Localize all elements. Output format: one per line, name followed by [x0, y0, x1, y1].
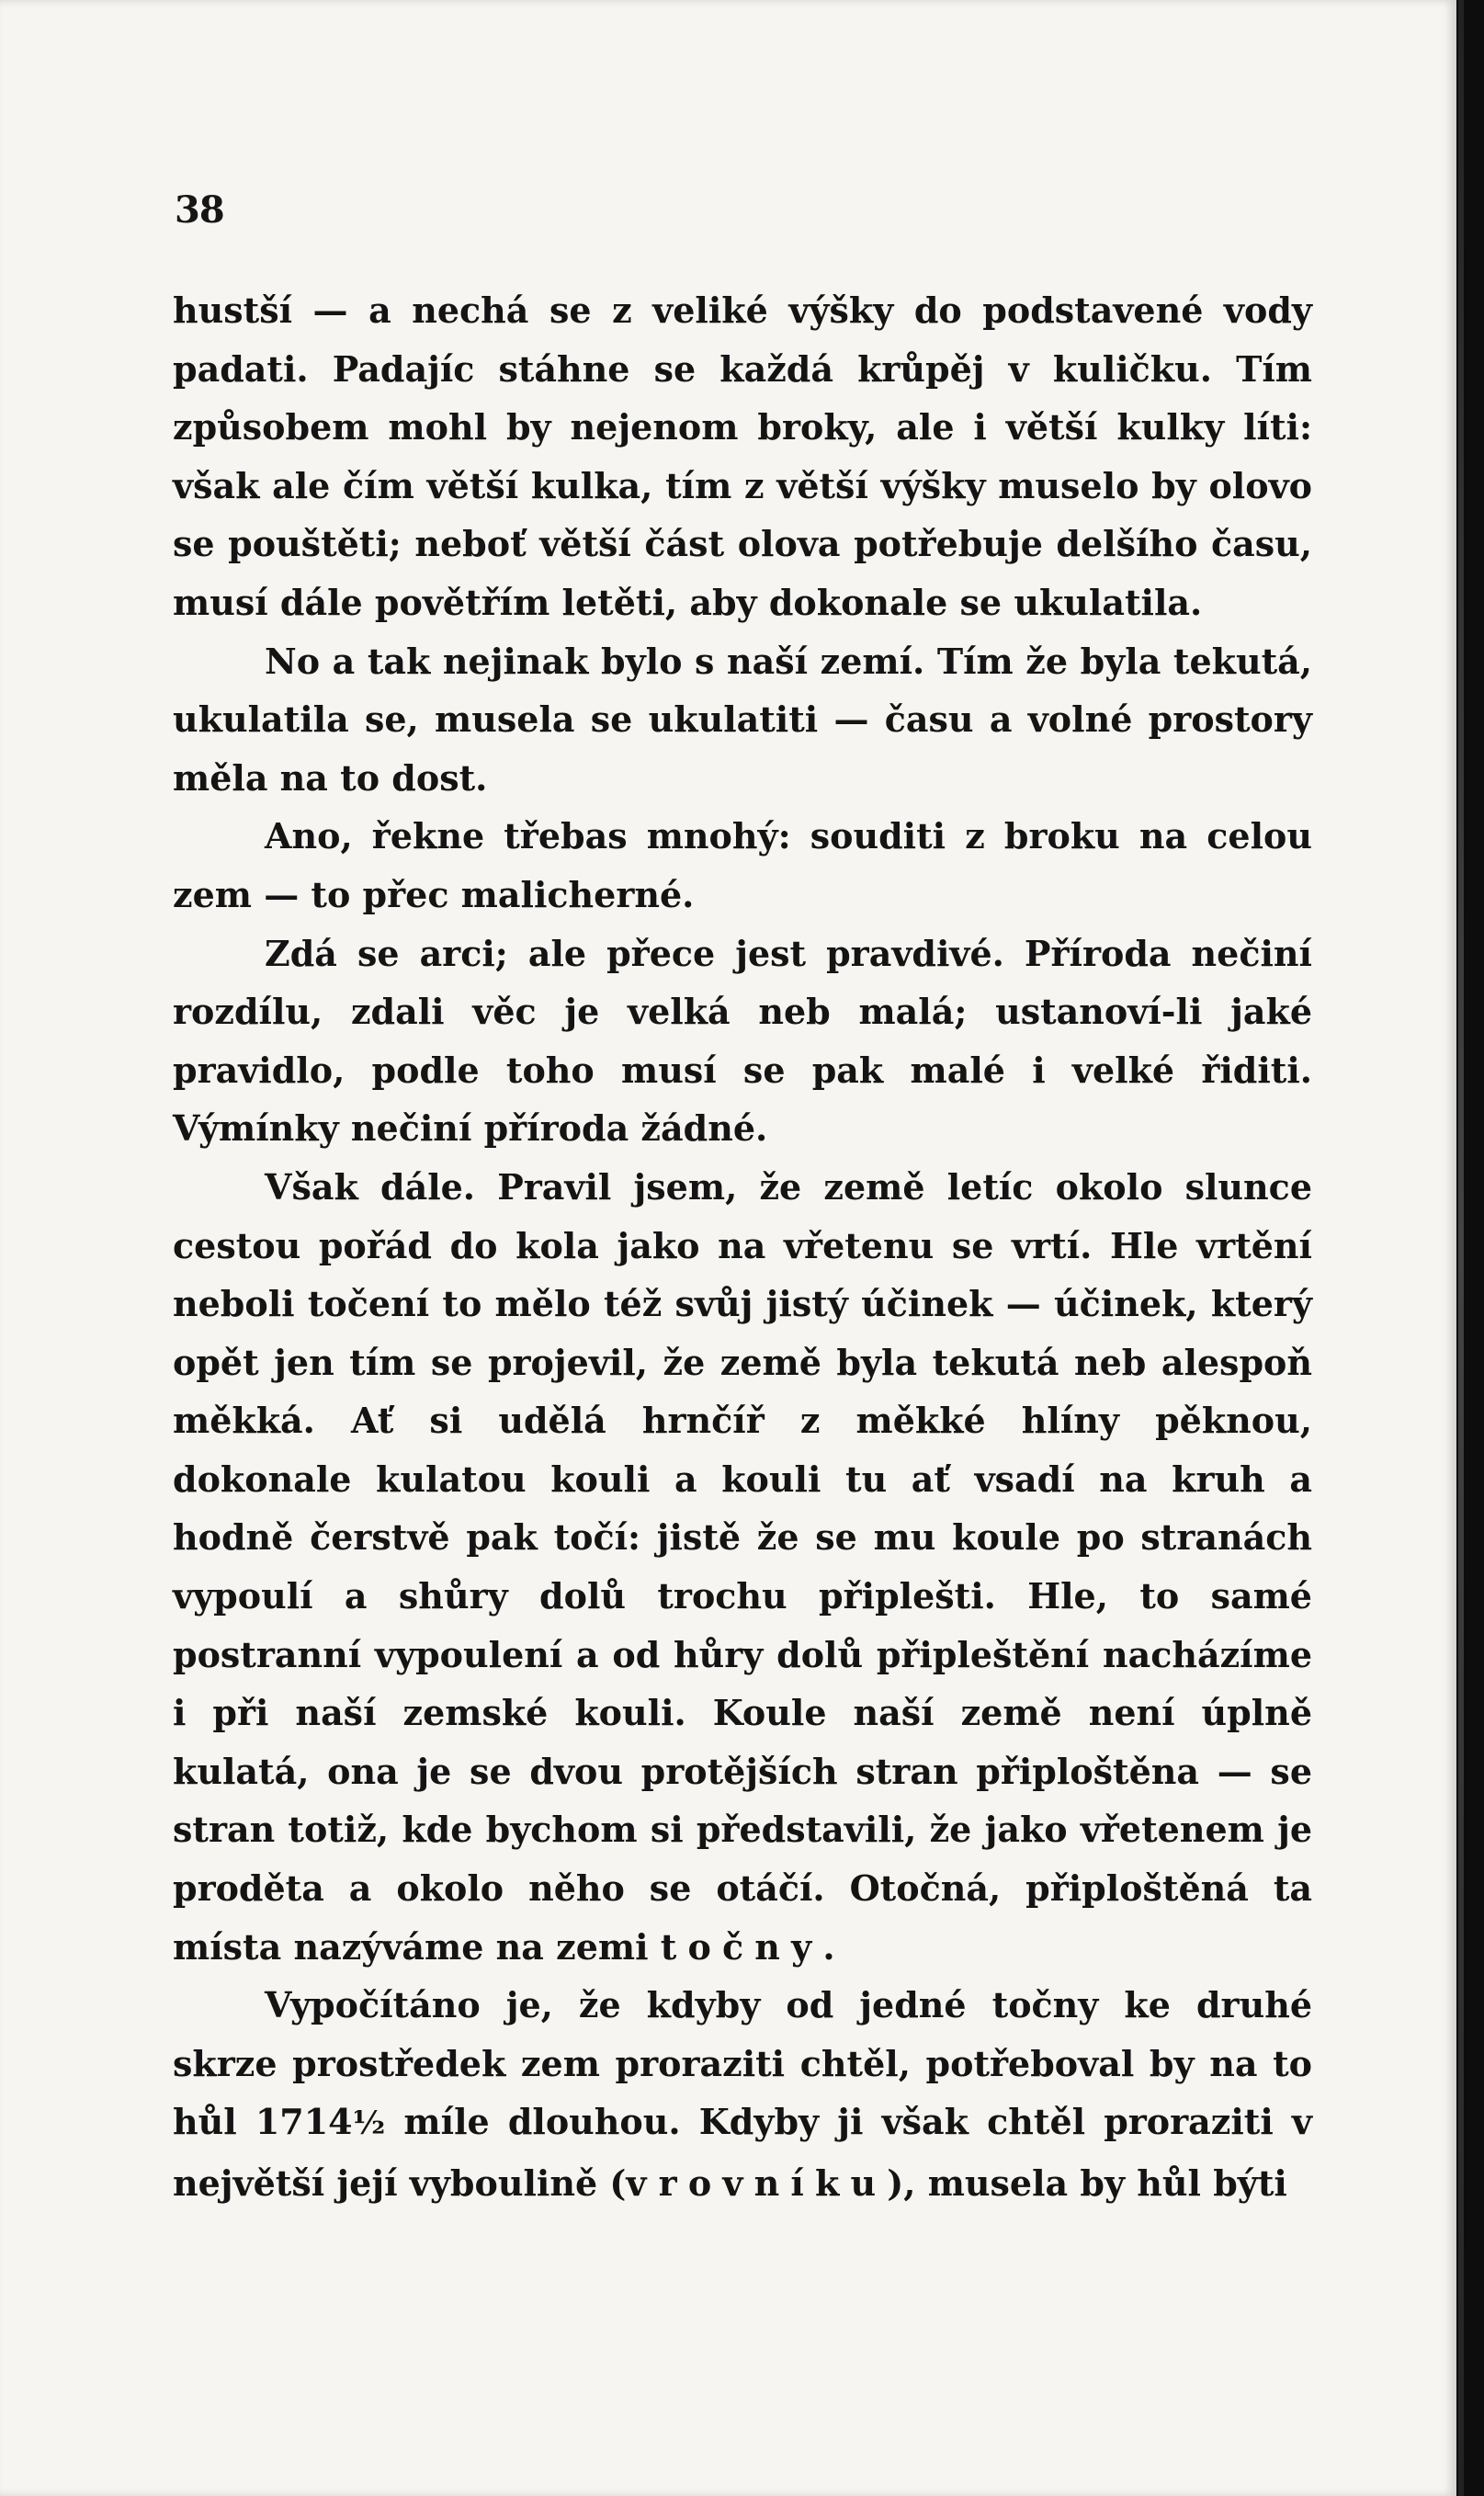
paragraph [173, 925, 1312, 1158]
paragraph-text: Ano, řekne třebas mnohý: souditi z broku na celou zem — to přec malicherné. [173, 815, 1312, 915]
paragraph [173, 281, 1312, 632]
paragraph-text: Však dále. Pravil jsem, že země letíc okolo slunce cestou pořád do kola jako na vřetenu se vrtí. Hle vrtění neboli točení to mělo též svůj jistý účinek — účinek, který opět jen tím se projevil, že země byla tekutá neb alespoň měkká. Ať si udělá hrnčíř z měkké hlíny pěknou, dokonale kulatou kouli a kouli tu ať vsadí na kruh a hodně čerstvě pak točí: jistě že se mu koule po stranách vypoulí a shůry dolů trochu připlešti. Hle, to samé postranní vypoulení a od hůry dolů připleštění nacházíme i při naší zemské kouli. Koule naší země není úplně kulatá, ona je se dvou protějších stran připloštěna — se stran totiž, kde bychom si představili, že jako vřetenem je proděta a okolo něho se otáčí. Otočná, připloštěná ta místa nazýváme na zemi [173, 1165, 1312, 1968]
paragraph-text: No a tak nejinak bylo s naší zemí. Tím že byla tekutá, ukulatila se, musela se ukulatiti — času a volné prostory měla na to dost. [173, 640, 1312, 799]
paragraph-text-end: ), musela by hůl býti [887, 2162, 1287, 2204]
spaced-term-tocny: točny [660, 1925, 823, 1968]
paragraph-text: Zdá se arci; ale přece jest pravdivé. Příroda nečiní rozdílu, zdali věc je velká neb malá; ustanoví-li jaké pravidlo, podle toho musí se pak malé i velké řiditi. Výmínky nečiní příroda žádné. [173, 932, 1312, 1150]
paragraph-text-mid: míle dlouhou. Kdyby ji však chtěl proraziti v největší její vyboulině (v [173, 2101, 1313, 2204]
paragraph-text: Vypočítáno je, že kdyby od jedné točny ke druhé skrze prostředek zem proraziti chtěl, potřeboval by na to hůl 1714 [173, 1984, 1312, 2143]
paragraph-text: hustší — a nechá se z veliké výšky do podstavené vody padati. Padajíc stáhne se každá krůpěj v kuličku. Tím způsobem mohl by nejenom broky, ale i větší kulky líti: však ale čím větší kulka, tím z větší výšky muselo by olovo se pouštěti; neboť větší část olova potřebuje delšího času, musí dále povětřím letěti, aby dokonale se ukulatila. [173, 289, 1312, 623]
page-number: 38 [175, 188, 224, 232]
paragraph [173, 1976, 1312, 2212]
paragraph [173, 1158, 1312, 1976]
body-text [173, 281, 1312, 2213]
page-edge-divider [1458, 0, 1464, 2496]
fraction-half: ½ [352, 2105, 386, 2143]
paragraph-text-end: . [822, 1925, 835, 1968]
paragraph [173, 807, 1312, 924]
paragraph [173, 632, 1312, 808]
spaced-term-rovniku: rovníku [658, 2162, 888, 2204]
